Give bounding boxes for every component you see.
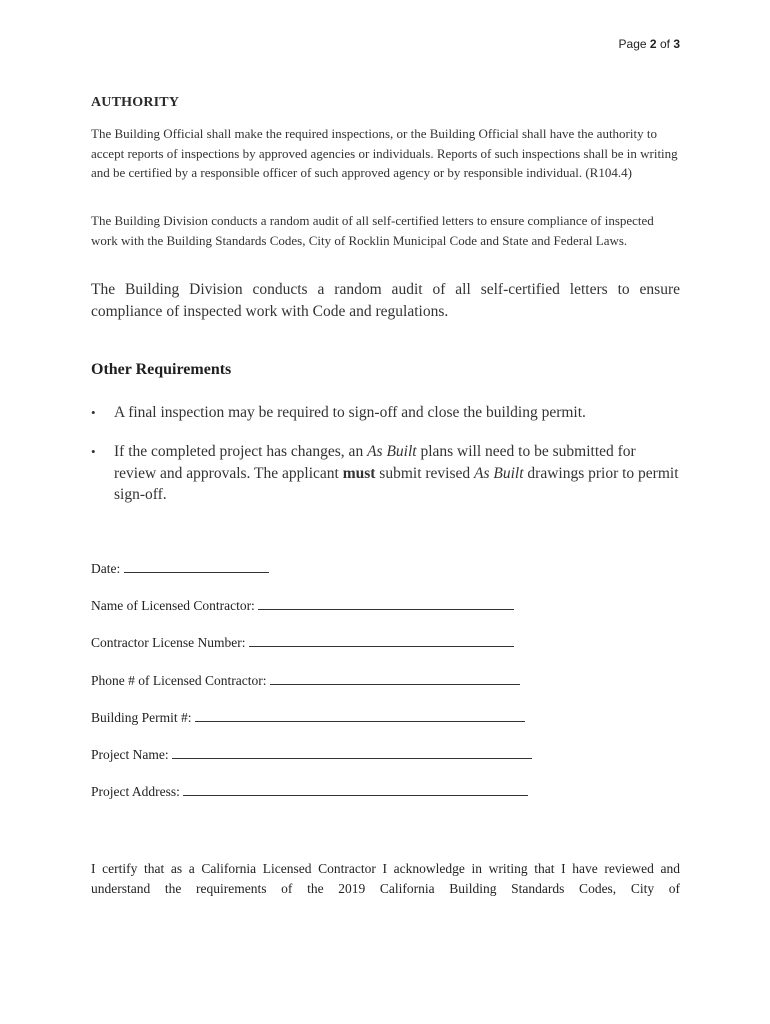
bullet-icon: • <box>91 405 96 420</box>
bullet-icon: • <box>91 444 96 459</box>
other-requirements-heading: Other Requirements <box>91 361 232 378</box>
project-name-input[interactable] <box>172 747 532 759</box>
permit-field <box>91 710 525 726</box>
authority-paragraph-2: The Building Division conducts a random audit of all self-certified letters to ensure compliance of inspected work with the Building Standards Codes, City of Rocklin Municipal Code and State and Federal Laws. <box>91 213 654 248</box>
certification-text: I certify that as a California Licensed Contractor I acknowledge in writing that I have reviewed and understand the requirements of the 2019 California Building Standards Codes, City of <box>91 861 680 896</box>
total-pages: 3 <box>673 37 680 51</box>
page-of: of <box>659 37 670 51</box>
project-address-field <box>91 784 528 800</box>
license-number-field <box>91 635 514 651</box>
authority-heading: AUTHORITY <box>91 95 180 110</box>
list-item <box>91 441 680 506</box>
project-name-field <box>91 747 532 763</box>
page-label: Page <box>618 37 647 51</box>
date-label: Date: <box>91 561 121 576</box>
project-name-label: Project Name: <box>91 747 169 762</box>
requirements-list <box>91 402 680 424</box>
phone-field <box>91 673 520 689</box>
project-address-input[interactable] <box>183 784 528 796</box>
bullet-text-1: A final inspection may be required to sign-off and close the building permit. <box>114 404 586 421</box>
permit-input[interactable] <box>195 710 525 722</box>
authority-paragraph-3: The Building Division conducts a random audit of all self-certified letters to ensure compliance of inspected work with Code and regulations. <box>91 281 680 320</box>
phone-label: Phone # of Licensed Contractor: <box>91 673 267 688</box>
page-number <box>619 37 680 51</box>
contractor-name-field <box>91 598 514 614</box>
list-item <box>91 402 680 424</box>
contractor-name-input[interactable] <box>258 598 514 610</box>
date-input[interactable] <box>124 561 269 573</box>
current-page: 2 <box>649 37 657 51</box>
phone-input[interactable] <box>270 673 520 685</box>
project-address-label: Project Address: <box>91 784 180 799</box>
license-number-label: Contractor License Number: <box>91 635 246 650</box>
date-field <box>91 561 269 577</box>
contractor-name-label: Name of Licensed Contractor: <box>91 598 255 613</box>
authority-paragraph-1: The Building Official shall make the required inspections, or the Building Official shall have the authority to accept reports of inspections by approved agencies or individuals. Reports of such inspections shall be in writing and be certified by a responsible officer of such approved agency or by responsible individual. (R104.4) <box>91 126 678 180</box>
permit-label: Building Permit #: <box>91 710 192 725</box>
license-number-input[interactable] <box>249 635 514 647</box>
bullet-text-2: If the completed project has changes, an As Built plans will need to be submitted for review and approvals. The applicant must submit revised As Built drawings prior to permit sign-off. <box>114 443 679 503</box>
requirements-list-2 <box>91 441 680 506</box>
